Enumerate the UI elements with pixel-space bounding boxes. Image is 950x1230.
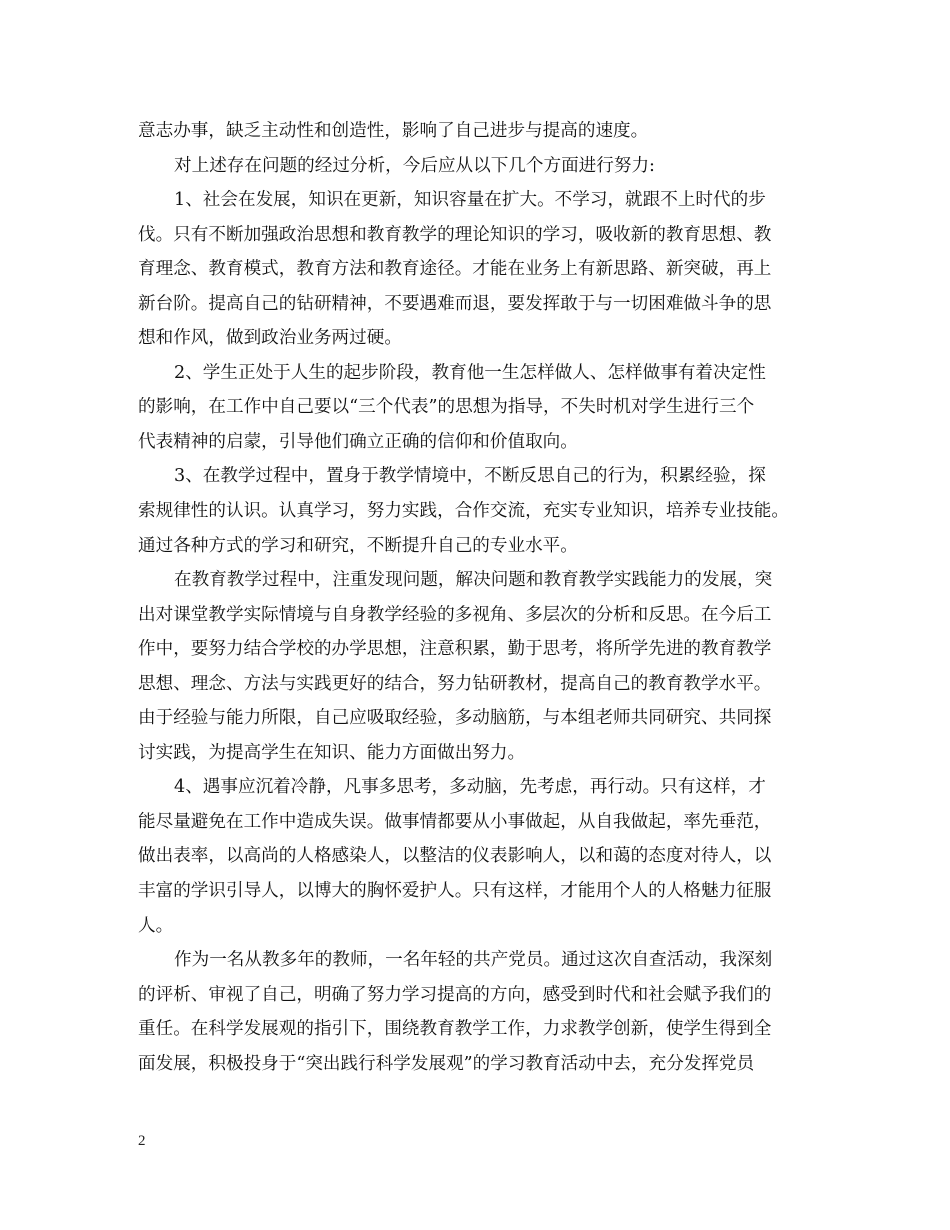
text-line: 意志办事，缺乏主动性和创造性，影响了自己进步与提高的速度。 <box>138 121 649 141</box>
text-line: 重任。在科学发展观的指引下，围绕教育教学工作，力求教学创新，使学生得到全 <box>138 1019 772 1040</box>
text-line: 1、社会在发展，知识在更新，知识容量在扩大。不学习，就跟不上时代的步 <box>174 190 766 211</box>
text-line: 作中，要努力结合学校的办学思想，注意积累，勤于思考，将所学先进的教育教学 <box>138 639 772 660</box>
text-line: 思想、理念、方法与实践更好的结合，努力钻研教材，提高自己的教育教学水平。 <box>138 673 772 694</box>
text-line: 新台阶。提高自己的钻研精神，不要遇难而退，要发挥敢于与一切困难做斗争的思 <box>138 293 772 314</box>
text-line: 丰富的学识引导人，以博大的胸怀爱护人。只有这样，才能用个人的人格魅力征服 <box>138 881 772 902</box>
text-line: 对上述存在问题的经过分析，今后应从以下几个方面进行努力: <box>174 155 655 176</box>
text-line: 在教育教学过程中，注重发现问题，解决问题和教育教学实践能力的发展，突 <box>174 570 773 591</box>
text-line: 想和作风，做到政治业务两过硬。 <box>138 328 402 349</box>
text-line: 索规律性的认识。认真学习，努力实践，合作交流，充实专业知识，培养专业技能。 <box>138 501 789 522</box>
page-number: 2 <box>138 1133 146 1149</box>
body-text <box>138 114 812 1081</box>
text-line: 由于经验与能力所限，自己应吸取经验，多动脑筋，与本组老师共同研究、共同探 <box>138 708 772 729</box>
text-line: 作为一名从教多年的教师，一名年轻的共产党员。通过这次自查活动，我深刻 <box>174 950 773 971</box>
text-line: 通过各种方式的学习和研究，不断提升自己的专业水平。 <box>138 535 578 556</box>
text-line: 的影响，在工作中自己要以“三个代表”的思想为指导，不失时机对学生进行三个 <box>138 397 755 418</box>
text-line: 面发展，积极投身于“突出践行科学发展观”的学习教育活动中去，充分发挥党员 <box>138 1053 755 1074</box>
text-line: 4、遇事应沉着冷静，凡事多思考，多动脑，先考虑，再行动。只有这样，才 <box>174 777 766 798</box>
text-line: 做出表率，以高尚的人格感染人，以整洁的仪表影响人，以和蔼的态度对待人，以 <box>138 846 772 867</box>
text-line: 人。 <box>138 915 174 936</box>
text-line: 的评析、审视了自己，明确了努力学习提高的方向，感受到时代和社会赋予我们的 <box>138 984 772 1005</box>
text-line: 代表精神的启蒙，引导他们确立正确的信仰和价值取向。 <box>138 431 578 452</box>
text-line: 出对课堂教学实际情境与自身教学经验的多视角、多层次的分析和反思。在今后工 <box>138 604 772 625</box>
text-line: 伐。只有不断加强政治思想和教育教学的理论知识的学习，吸收新的教育思想、教 <box>138 224 772 245</box>
text-line: 3、在教学过程中，置身于教学情境中，不断反思自己的行为，积累经验，探 <box>174 466 766 487</box>
text-line: 2、学生正处于人生的起步阶段，教育他一生怎样做人、怎样做事有着决定性 <box>174 362 766 383</box>
text-line: 讨实践，为提高学生在知识、能力方面做出努力。 <box>138 742 526 763</box>
text-line: 能尽量避免在工作中造成失误。做事情都要从小事做起，从自我做起，率先垂范， <box>138 811 772 832</box>
text-line: 育理念、教育模式，教育方法和教育途径。才能在业务上有新思路、新突破，再上 <box>138 259 772 280</box>
